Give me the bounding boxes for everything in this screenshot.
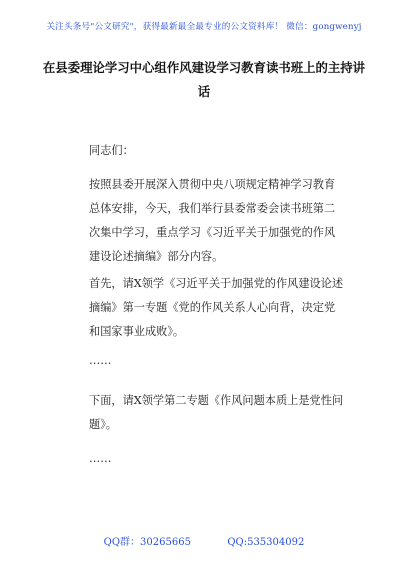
page-header-notice: 关注头条号"公文研究"，获得最新最全最专业的公文资料库！ 微信：gongwenyj [46, 22, 362, 32]
ellipsis-1: …… [89, 354, 112, 367]
qq-group-number: QQ群：30265665 [103, 537, 191, 548]
salutation: 同志们： [89, 144, 134, 157]
paragraph-2: 首先，请X领学《习近平关于加强党的作风建设论述摘编》第一专题《党的作风关系人心向背，决定党和国家事业成败》。 [89, 277, 344, 338]
document-title: 在县委理论学习中心组作风建设学习教育读书班上的主持讲话 [42, 60, 366, 99]
qq-number: QQ:535304092 [227, 537, 305, 548]
paragraph-3: 下面，请X领学第二专题《作风问题本质上是党性问题》。 [89, 394, 344, 431]
paragraph-1: 按照县委开展深入贯彻中央八项规定精神学习教育总体安排，今天，我们举行县委常委会读书班第二次集中学习，重点学习《习近平关于加强党的作风建设论述摘编》部分内容。 [89, 178, 336, 263]
page-footer [0, 533, 408, 548]
ellipsis-2: …… [89, 452, 112, 465]
